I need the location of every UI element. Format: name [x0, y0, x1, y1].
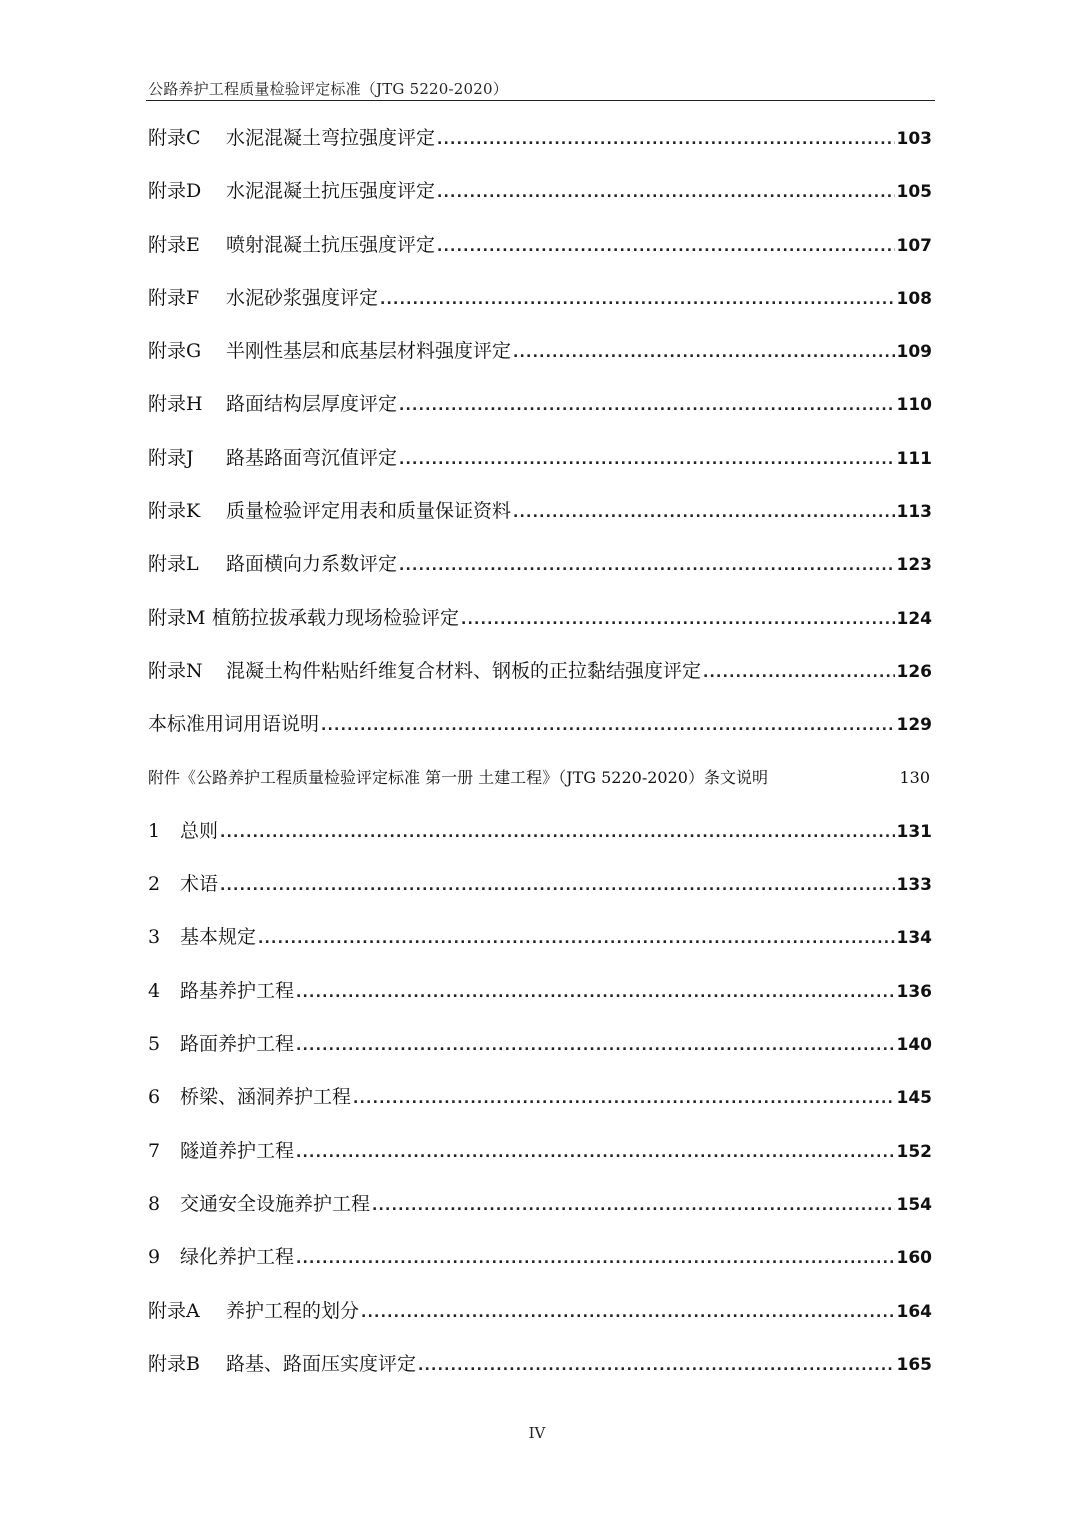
- toc-entry-prefix: 附录E: [148, 233, 200, 256]
- toc-entry-dot-leader: [399, 440, 894, 480]
- toc-entry-title: 桥梁、涵洞养护工程: [180, 1086, 352, 1109]
- table-of-contents: [148, 118, 932, 1397]
- toc-entry-title: 路面结构层厚度评定: [226, 393, 398, 416]
- toc-entry[interactable]: [148, 811, 932, 864]
- toc-entry-dot-leader: [353, 1079, 894, 1119]
- toc-entry-title: 本标准用词用语说明: [148, 713, 320, 736]
- toc-entry-page-number: 160: [896, 1248, 932, 1269]
- toc-entry[interactable]: [148, 118, 932, 171]
- toc-entry-title: 绿化养护工程: [180, 1246, 295, 1269]
- toc-entry-page-number: 109: [896, 342, 932, 363]
- toc-entry-title: 水泥砂浆强度评定: [226, 286, 379, 309]
- toc-entry-page-number: 130: [899, 767, 930, 787]
- toc-entry-page-number: 123: [896, 555, 932, 576]
- toc-entry[interactable]: [148, 1291, 932, 1344]
- toc-entry-prefix: 5: [148, 1033, 161, 1056]
- toc-entry[interactable]: [148, 331, 932, 384]
- toc-entry-prefix: 4: [148, 979, 161, 1002]
- toc-entry-page-number: 133: [896, 875, 932, 896]
- toc-entry-title: 养护工程的划分: [226, 1299, 360, 1322]
- toc-entry-dot-leader: [321, 706, 894, 746]
- toc-entry-prefix: 附录F: [148, 286, 200, 309]
- toc-entry-prefix: 附录L: [148, 553, 199, 576]
- toc-entry[interactable]: [148, 758, 932, 811]
- toc-entry-title: 水泥混凝土抗压强度评定: [226, 180, 436, 203]
- toc-entry-dot-leader: [380, 280, 894, 320]
- toc-entry-page-number: 110: [896, 395, 932, 416]
- toc-entry-title: 附件《公路养护工程质量检验评定标准 第一册 土建工程》（JTG 5220-2020）条文说明: [148, 767, 768, 787]
- toc-entry-title: 交通安全设施养护工程: [180, 1192, 371, 1215]
- toc-entry-page-number: 145: [896, 1088, 932, 1109]
- toc-entry[interactable]: [148, 438, 932, 491]
- toc-entry[interactable]: [148, 384, 932, 437]
- toc-entry-prefix: 附录J: [148, 446, 194, 469]
- toc-entry-prefix: 附录H: [148, 393, 203, 416]
- toc-entry[interactable]: [148, 651, 932, 704]
- toc-entry-title: 质量检验评定用表和质量保证资料: [226, 500, 512, 523]
- toc-entry[interactable]: [148, 864, 932, 917]
- toc-entry-dot-leader: [399, 386, 894, 426]
- toc-entry-page-number: 124: [896, 608, 932, 629]
- toc-entry-page-number: 165: [896, 1354, 932, 1375]
- toc-entry-dot-leader: [258, 919, 894, 959]
- running-header: 公路养护工程质量检验评定标准（JTG 5220-2020）: [148, 80, 508, 98]
- toc-entry-prefix: 8: [148, 1192, 161, 1215]
- toc-entry-prefix: 9: [148, 1246, 161, 1269]
- toc-entry-title: 隧道养护工程: [180, 1139, 295, 1162]
- toc-entry[interactable]: [148, 1344, 932, 1397]
- toc-entry-page-number: 105: [896, 182, 932, 203]
- toc-entry[interactable]: [148, 171, 932, 224]
- header-rule: [146, 100, 935, 101]
- toc-entry-page-number: 164: [896, 1301, 932, 1322]
- toc-entry-page-number: 113: [896, 502, 932, 523]
- toc-entry-dot-leader: [220, 813, 894, 853]
- toc-entry-title: 半刚性基层和底基层材料强度评定: [226, 340, 512, 363]
- toc-entry[interactable]: [148, 278, 932, 331]
- toc-entry-dot-leader: [296, 1026, 894, 1066]
- toc-entry-title: 喷射混凝土抗压强度评定: [226, 233, 436, 256]
- toc-entry-prefix: 附录D: [148, 180, 202, 203]
- toc-entry-prefix: 1: [148, 819, 161, 842]
- toc-entry[interactable]: [148, 1237, 932, 1290]
- toc-entry[interactable]: [148, 1077, 932, 1130]
- toc-entry-page-number: 108: [896, 288, 932, 309]
- toc-entry-page-number: 154: [896, 1194, 932, 1215]
- toc-entry-page-number: 126: [896, 661, 932, 682]
- toc-entry-page-number: 131: [896, 821, 932, 842]
- toc-entry-title: 术语: [180, 873, 219, 896]
- toc-entry-prefix: 附录A: [148, 1299, 200, 1322]
- toc-entry-dot-leader: [703, 653, 894, 693]
- toc-entry-dot-leader: [372, 1186, 894, 1226]
- toc-entry-page-number: 129: [896, 715, 932, 736]
- toc-entry-page-number: 134: [896, 928, 932, 949]
- toc-entry-dot-leader: [418, 1346, 894, 1386]
- toc-entry-prefix: 附录N: [148, 659, 203, 682]
- toc-entry-page-number: 111: [896, 448, 932, 469]
- toc-entry[interactable]: [148, 917, 932, 970]
- toc-entry[interactable]: [148, 1131, 932, 1184]
- toc-entry-dot-leader: [437, 173, 894, 213]
- toc-entry-title: 水泥混凝土弯拉强度评定: [226, 127, 436, 149]
- toc-entry-prefix: 2: [148, 873, 161, 896]
- toc-entry[interactable]: [148, 971, 932, 1024]
- toc-entry[interactable]: [148, 704, 932, 757]
- toc-entry-prefix: 6: [148, 1086, 161, 1109]
- toc-entry-prefix: 附录K: [148, 500, 201, 523]
- toc-entry[interactable]: [148, 225, 932, 278]
- toc-entry-title: 基本规定: [180, 926, 257, 949]
- toc-entry-title: 路基路面弯沉值评定: [226, 446, 398, 469]
- toc-entry-prefix: 7: [148, 1139, 161, 1162]
- toc-entry[interactable]: [148, 491, 932, 544]
- toc-entry-prefix: 附录B: [148, 1352, 200, 1375]
- toc-entry-dot-leader: [513, 493, 894, 533]
- toc-entry-dot-leader: [399, 546, 894, 586]
- toc-entry-prefix: 附录C: [148, 127, 201, 149]
- toc-entry-title: 路基养护工程: [180, 979, 295, 1002]
- toc-entry-title: 路基、路面压实度评定: [226, 1352, 417, 1375]
- toc-entry[interactable]: [148, 1024, 932, 1077]
- toc-entry-dot-leader: [461, 600, 894, 640]
- toc-entry-dot-leader: [220, 866, 894, 906]
- toc-entry-dot-leader: [361, 1293, 894, 1333]
- toc-entry-page-number: 140: [896, 1035, 932, 1056]
- toc-entry-prefix: 附录G: [148, 340, 202, 363]
- toc-entry[interactable]: [148, 1184, 932, 1237]
- toc-entry-dot-leader: [296, 1133, 894, 1173]
- toc-entry-page-number: 152: [896, 1141, 932, 1162]
- toc-entry[interactable]: [148, 598, 932, 651]
- toc-entry-prefix: 3: [148, 926, 161, 949]
- toc-entry-page-number: 136: [896, 981, 932, 1002]
- toc-entry-title: 混凝土构件粘贴纤维复合材料、钢板的正拉黏结强度评定: [226, 659, 702, 682]
- toc-entry-page-number: 107: [896, 235, 932, 256]
- toc-entry-title: 总则: [180, 819, 219, 842]
- toc-entry-title: 路面横向力系数评定: [226, 553, 398, 576]
- toc-entry[interactable]: [148, 544, 932, 597]
- toc-entry-title: 路面养护工程: [180, 1033, 295, 1056]
- toc-entry-prefix: 附录M: [148, 606, 206, 629]
- toc-entry-dot-leader: [296, 973, 894, 1013]
- toc-entry-dot-leader: [437, 120, 894, 160]
- toc-entry-page-number: 103: [896, 129, 932, 149]
- toc-entry-title: 植筋拉拔承载力现场检验评定: [212, 606, 460, 629]
- toc-entry-dot-leader: [296, 1239, 894, 1279]
- toc-entry-dot-leader: [513, 333, 894, 373]
- page-number: IV: [528, 1424, 546, 1442]
- toc-entry-dot-leader: [437, 227, 894, 267]
